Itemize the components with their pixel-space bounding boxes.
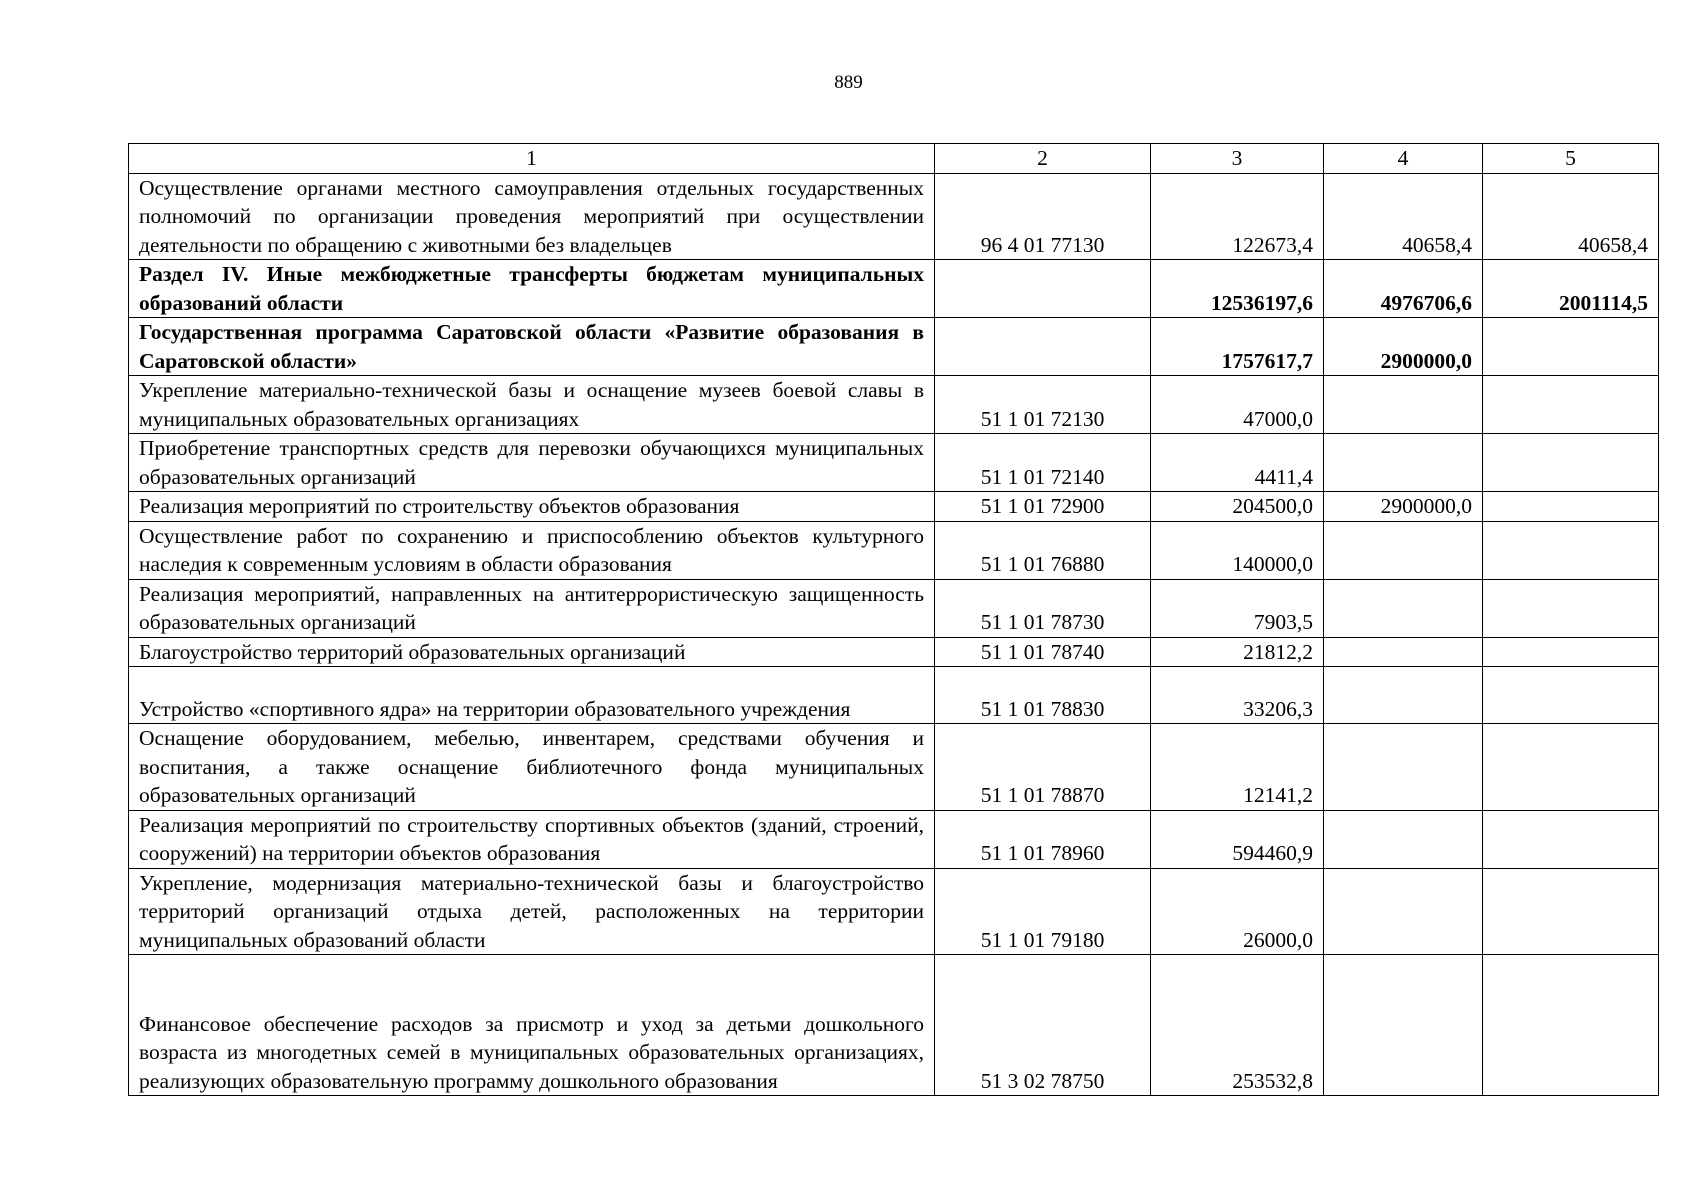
cell-value-5	[1483, 724, 1659, 811]
cell-code: 51 1 01 78740	[935, 637, 1151, 667]
cell-name: Реализация мероприятий по строительству объектов образования	[129, 492, 935, 522]
cell-value-4	[1324, 667, 1483, 724]
table-row	[129, 955, 1659, 1096]
cell-code	[935, 260, 1151, 318]
cell-code: 51 1 01 72900	[935, 492, 1151, 522]
cell-code	[935, 318, 1151, 376]
cell-value-3: 26000,0	[1151, 868, 1324, 955]
cell-name: Приобретение транспортных средств для перевозки обучающихся муниципальных образовательных организаций	[129, 434, 935, 492]
cell-value-4	[1324, 376, 1483, 434]
table-row	[129, 492, 1659, 522]
cell-name: Укрепление, модернизация материально-технической базы и благоустройство территорий организаций отдыха детей, расположенных на территории муниципальных образований области	[129, 868, 935, 955]
cell-value-3: 140000,0	[1151, 521, 1324, 579]
cell-value-3: 7903,5	[1151, 579, 1324, 637]
page-number: 889	[834, 72, 863, 93]
budget-table	[128, 143, 1659, 1096]
cell-name: Раздел IV. Иные межбюджетные трансферты бюджетам муниципальных образований области	[129, 260, 935, 318]
cell-value-4	[1324, 955, 1483, 1096]
header-col-2: 2	[935, 144, 1151, 174]
cell-name: Осуществление органами местного самоуправления отдельных государственных полномочий по организации проведения мероприятий при осуществлении деятельности по обращению с животными без владельцев	[129, 173, 935, 260]
table-body	[129, 173, 1659, 1096]
cell-value-4	[1324, 810, 1483, 868]
cell-code: 51 1 01 78960	[935, 810, 1151, 868]
cell-value-3: 253532,8	[1151, 955, 1324, 1096]
cell-value-5	[1483, 868, 1659, 955]
cell-value-3: 12141,2	[1151, 724, 1324, 811]
cell-value-5: 40658,4	[1483, 173, 1659, 260]
cell-name: Благоустройство территорий образовательных организаций	[129, 637, 935, 667]
cell-value-3: 594460,9	[1151, 810, 1324, 868]
header-col-3: 3	[1151, 144, 1324, 174]
cell-value-5	[1483, 521, 1659, 579]
cell-value-3: 4411,4	[1151, 434, 1324, 492]
cell-code: 51 1 01 72140	[935, 434, 1151, 492]
cell-code: 96 4 01 77130	[935, 173, 1151, 260]
cell-value-5	[1483, 810, 1659, 868]
cell-name: Реализация мероприятий по строительству спортивных объектов (зданий, строений, сооружений) на территории объектов образования	[129, 810, 935, 868]
cell-code: 51 1 01 78870	[935, 724, 1151, 811]
cell-value-4	[1324, 868, 1483, 955]
table-row	[129, 667, 1659, 724]
cell-value-4	[1324, 521, 1483, 579]
cell-value-5	[1483, 434, 1659, 492]
cell-value-3: 122673,4	[1151, 173, 1324, 260]
header-col-1: 1	[129, 144, 935, 174]
table-row	[129, 318, 1659, 376]
table-row	[129, 260, 1659, 318]
cell-value-3: 1757617,7	[1151, 318, 1324, 376]
header-col-5: 5	[1483, 144, 1659, 174]
cell-value-4	[1324, 724, 1483, 811]
table-row	[129, 173, 1659, 260]
cell-code: 51 1 01 79180	[935, 868, 1151, 955]
table-row	[129, 579, 1659, 637]
cell-value-4: 2900000,0	[1324, 492, 1483, 522]
table-row	[129, 868, 1659, 955]
cell-value-5	[1483, 318, 1659, 376]
cell-value-5: 2001114,5	[1483, 260, 1659, 318]
table-row	[129, 810, 1659, 868]
cell-value-4	[1324, 637, 1483, 667]
cell-value-3: 47000,0	[1151, 376, 1324, 434]
cell-name: Осуществление работ по сохранению и приспособлению объектов культурного наследия к современным условиям в области образования	[129, 521, 935, 579]
table-header-row	[129, 144, 1659, 174]
cell-name: Финансовое обеспечение расходов за присмотр и уход за детьми дошкольного возраста из многодетных семей в муниципальных образовательных организациях, реализующих образовательную программу дошкольного образования	[129, 955, 935, 1096]
cell-code: 51 1 01 78830	[935, 667, 1151, 724]
cell-name: Реализация мероприятий, направленных на антитеррористическую защищенность образовательных организаций	[129, 579, 935, 637]
cell-value-5	[1483, 579, 1659, 637]
cell-value-4: 40658,4	[1324, 173, 1483, 260]
table-row	[129, 434, 1659, 492]
cell-code: 51 1 01 72130	[935, 376, 1151, 434]
cell-value-3: 21812,2	[1151, 637, 1324, 667]
table-row	[129, 637, 1659, 667]
cell-value-5	[1483, 492, 1659, 522]
cell-code: 51 1 01 78730	[935, 579, 1151, 637]
cell-value-3: 12536197,6	[1151, 260, 1324, 318]
cell-code: 51 1 01 76880	[935, 521, 1151, 579]
cell-value-4	[1324, 579, 1483, 637]
cell-value-5	[1483, 376, 1659, 434]
table-row	[129, 724, 1659, 811]
cell-value-3: 204500,0	[1151, 492, 1324, 522]
cell-code: 51 3 02 78750	[935, 955, 1151, 1096]
table-row	[129, 376, 1659, 434]
cell-name: Оснащение оборудованием, мебелью, инвентарем, средствами обучения и воспитания, а также оснащение библиотечного фонда муниципальных образовательных организаций	[129, 724, 935, 811]
cell-name: Устройство «спортивного ядра» на территории образовательного учреждения	[129, 667, 935, 724]
cell-value-4: 4976706,6	[1324, 260, 1483, 318]
cell-name: Государственная программа Саратовской области «Развитие образования в Саратовской области»	[129, 318, 935, 376]
header-col-4: 4	[1324, 144, 1483, 174]
cell-value-5	[1483, 955, 1659, 1096]
cell-value-4	[1324, 434, 1483, 492]
cell-value-5	[1483, 667, 1659, 724]
table-row	[129, 521, 1659, 579]
cell-value-3: 33206,3	[1151, 667, 1324, 724]
cell-name: Укрепление материально-технической базы и оснащение музеев боевой славы в муниципальных образовательных организациях	[129, 376, 935, 434]
cell-value-4: 2900000,0	[1324, 318, 1483, 376]
cell-value-5	[1483, 637, 1659, 667]
